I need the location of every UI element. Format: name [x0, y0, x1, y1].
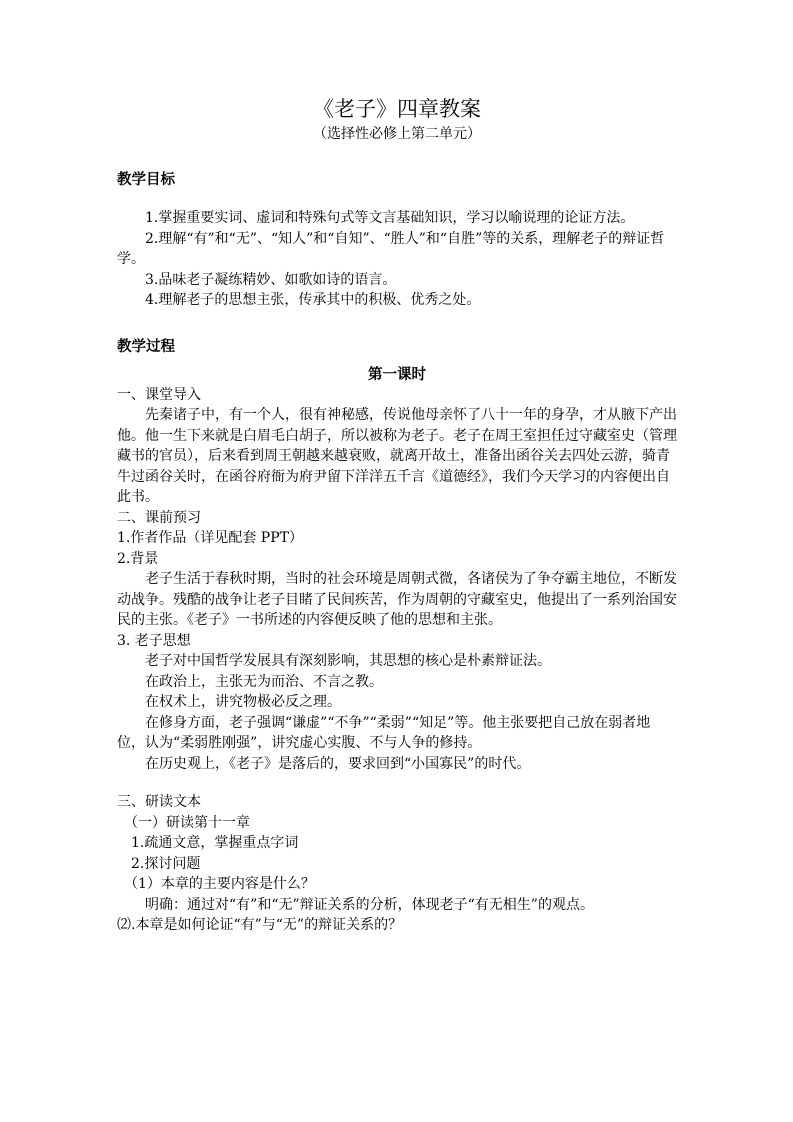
document-subtitle: （选择性必修上第二单元） [313, 126, 481, 142]
thought-5: 在历史观上，《老子》是落后的，要求回到“小国寡民”的时代。 [145, 755, 531, 772]
goal-item-3: 3.品味老子凝练精妙、如歌如诗的语言。 [145, 271, 397, 288]
background-paragraph: 老子生活于春秋时期，当时的社会环境是周朝式微，各诸侯为了争夺霸主地位，不断发动战争。残酷的战争让老子目睹了民间疾苦，作为周朝的守藏室史，他提出了一系列治国安民的主张。《老子》一书所述的内容便反映了他的思想和主张。 [117, 571, 677, 628]
preview-item-1: 1.作者作品（详见配套 PPT） [117, 530, 303, 546]
study-step-2: 2.探讨问题 [131, 855, 201, 872]
goal-item-2: 2.理解“有”和“无”、“知人”和“自知”、“胜人”和“自胜”等的关系，理解老子的辩证哲学。 [117, 230, 665, 267]
answer-1: 明确：通过对“有”和“无”辩证关系的分析，体现老子“有无相生”的观点。 [145, 896, 594, 913]
study-heading: 三、研读文本 [117, 794, 201, 810]
preview-item-2: 2.背景 [117, 550, 159, 567]
goal-item-1: 1.掌握重要实词、虚词和特殊句式等文言基础知识，学习以喻说理的论证方法。 [145, 210, 635, 226]
study-step-1: 1.疏通文意，掌握重点字词 [131, 835, 299, 851]
intro-paragraph: 先秦诸子中，有一个人，很有神秘感，传说他母亲怀了八十一年的身孕，才从腋下产出他。他一生下来就是白眉毛白胡子，所以被称为老子。老子在周王室担任过守藏室史（管理藏书的官员），后来看到周王朝越来越衰败，就离开故土，准备出函谷关去四处云游，骑青牛过函谷关时，在函谷府衙为府尹留下洋洋五千言《道德经》，我们今天学习的内容便出自此书。 [117, 407, 677, 505]
question-1: （1）本章的主要内容是什么？ [124, 876, 315, 892]
thought-2: 在政治上，主张无为而治、不言之教。 [145, 673, 383, 690]
preview-item-3: 3. 老子思想 [117, 632, 191, 649]
goals-heading: 教学目标 [117, 172, 175, 188]
study-sub-1: （一）研读第十一章 [124, 814, 250, 831]
goal-item-4: 4.理解老子的思想主张，传承其中的积极、优秀之处。 [145, 292, 481, 308]
lesson-1-heading: 第一课时 [368, 366, 426, 383]
question-2: ⑵.本章是如何论证“有”与“无”的辩证关系的？ [117, 917, 403, 933]
thought-4: 在修身方面，老子强调“谦虚”“不争”“柔弱”“知足”等。他主张要把自己放在弱者地位，认为“柔弱胜刚强”，讲究虚心实腹、不与人争的修持。 [117, 714, 651, 751]
thought-1: 老子对中国哲学发展具有深刻影响，其思想的核心是朴素辩证法。 [145, 653, 551, 669]
document-title: 《老子》四章教案 [313, 97, 481, 121]
preview-heading: 二、课前预习 [117, 509, 201, 526]
document-page [117, 96, 677, 936]
process-heading: 教学过程 [117, 338, 175, 355]
thought-3: 在权术上，讲究物极必反之理。 [145, 694, 341, 710]
intro-heading: 一、课堂导入 [117, 386, 201, 403]
